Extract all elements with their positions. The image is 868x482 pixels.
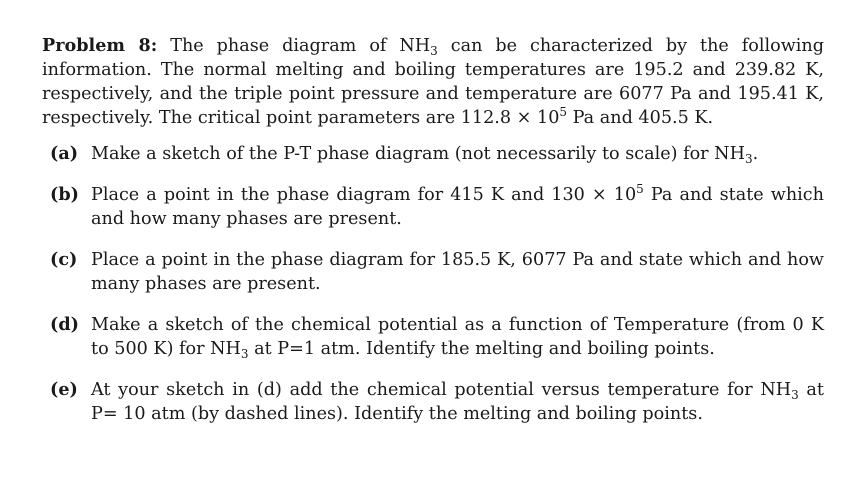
intro-text-2: can be characterized by the following information. The normal melting and boiling temperatures are 195.2 and 239.82 K, respectively, and the triple point pressure and temperature are 6077 Pa and 195.41 K, respectively. The critical point parameters are 112.8 × 10 (42, 36, 824, 128)
part-d-label: (d) (50, 314, 79, 335)
intro-text-3: Pa and 405.5 K. (567, 108, 714, 128)
subscript-3: 3 (430, 44, 438, 58)
part-b-text-2: Pa and state which and how many phases are present. (91, 185, 824, 229)
problem-parts-list (42, 142, 824, 426)
part-d-text-1: Make a sketch of the chemical potential as a function of Temperature (from 0 K to 500 K) for NH (91, 315, 824, 359)
part-e-label: (e) (50, 379, 78, 400)
superscript-5: 5 (559, 105, 568, 119)
part-b-superscript: 5 (636, 182, 644, 196)
part-c-text: Place a point in the phase diagram for 185.5 K, 6077 Pa and state which and how many phases are present. (91, 250, 824, 294)
part-c-label: (c) (50, 249, 78, 270)
problem-statement (42, 34, 824, 130)
part-e (42, 378, 824, 426)
part-e-text-1: At your sketch in (d) add the chemical potential versus temperature for NH (91, 380, 792, 400)
part-b-text-1: Place a point in the phase diagram for 415 K and 130 × 10 (91, 185, 637, 205)
part-a (42, 142, 824, 166)
problem-document (42, 34, 824, 443)
intro-text-1: The phase diagram of NH (157, 36, 431, 56)
part-c (42, 248, 824, 296)
part-e-text-2: at P= 10 atm (by dashed lines). Identify the melting and boiling points. (91, 380, 824, 424)
part-a-text-1: Make a sketch of the P-T phase diagram (not necessarily to scale) for NH (91, 144, 745, 164)
part-a-text-2: . (752, 144, 759, 164)
part-b-label: (b) (50, 184, 79, 205)
part-d-text-2: at P=1 atm. Identify the melting and boiling points. (248, 339, 715, 359)
part-a-label: (a) (50, 143, 79, 164)
part-d (42, 313, 824, 361)
part-a-subscript: 3 (744, 152, 753, 166)
part-d-subscript: 3 (240, 347, 249, 361)
part-b (42, 183, 824, 231)
problem-label: Problem 8: (42, 35, 158, 56)
part-e-subscript: 3 (791, 388, 799, 402)
